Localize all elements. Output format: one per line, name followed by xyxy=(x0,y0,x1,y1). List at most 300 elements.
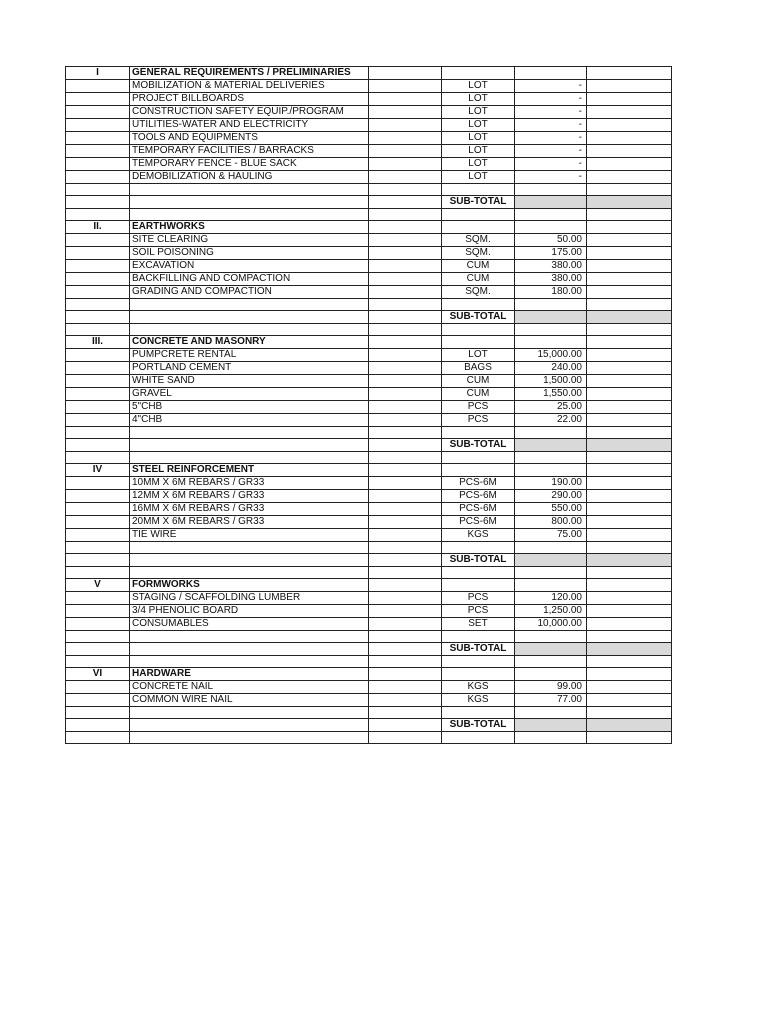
empty-cell[interactable] xyxy=(369,414,442,427)
empty-cell[interactable] xyxy=(442,427,515,439)
empty-cell[interactable] xyxy=(130,452,369,464)
subtotal-amount-cell[interactable] xyxy=(587,554,672,567)
empty-cell[interactable] xyxy=(442,579,515,592)
section-title[interactable]: HARDWARE xyxy=(130,668,369,681)
empty-cell[interactable] xyxy=(442,542,515,554)
empty-cell[interactable] xyxy=(130,427,369,439)
item-description[interactable]: CONSTRUCTION SAFETY EQUIP./PROGRAM xyxy=(130,106,369,119)
subtotal-label[interactable]: SUB-TOTAL xyxy=(442,439,515,452)
empty-cell[interactable] xyxy=(587,260,672,273)
empty-cell[interactable] xyxy=(587,464,672,477)
section-number[interactable]: IV xyxy=(66,464,130,477)
item-description[interactable]: TEMPORARY FACILITIES / BARRACKS xyxy=(130,145,369,158)
item-unit[interactable]: LOT xyxy=(442,171,515,184)
empty-cell[interactable] xyxy=(130,567,369,579)
empty-cell[interactable] xyxy=(66,209,130,221)
subtotal-amount-cell[interactable] xyxy=(587,643,672,656)
empty-cell[interactable] xyxy=(515,656,587,668)
item-description[interactable]: GRAVEL xyxy=(130,388,369,401)
item-unit-price[interactable]: - xyxy=(515,158,587,171)
subtotal-value-cell[interactable] xyxy=(515,196,587,209)
item-unit[interactable]: KGS xyxy=(442,694,515,707)
item-description[interactable]: TIE WIRE xyxy=(130,529,369,542)
empty-cell[interactable] xyxy=(515,184,587,196)
section-number[interactable]: V xyxy=(66,579,130,592)
empty-cell[interactable] xyxy=(587,145,672,158)
empty-cell[interactable] xyxy=(442,67,515,80)
item-unit[interactable]: SQM. xyxy=(442,286,515,299)
item-description[interactable]: WHITE SAND xyxy=(130,375,369,388)
empty-cell[interactable] xyxy=(66,145,130,158)
empty-cell[interactable] xyxy=(369,427,442,439)
empty-cell[interactable] xyxy=(587,668,672,681)
empty-cell[interactable] xyxy=(442,336,515,349)
section-title[interactable]: EARTHWORKS xyxy=(130,221,369,234)
empty-cell[interactable] xyxy=(587,579,672,592)
empty-cell[interactable] xyxy=(66,286,130,299)
empty-cell[interactable] xyxy=(369,273,442,286)
empty-cell[interactable] xyxy=(587,299,672,311)
subtotal-amount-cell[interactable] xyxy=(587,439,672,452)
empty-cell[interactable] xyxy=(66,477,130,490)
empty-cell[interactable] xyxy=(369,221,442,234)
empty-cell[interactable] xyxy=(130,643,369,656)
empty-cell[interactable] xyxy=(130,324,369,336)
empty-cell[interactable] xyxy=(587,221,672,234)
empty-cell[interactable] xyxy=(587,247,672,260)
empty-cell[interactable] xyxy=(369,554,442,567)
empty-cell[interactable] xyxy=(369,67,442,80)
item-description[interactable]: SOIL POISONING xyxy=(130,247,369,260)
empty-cell[interactable] xyxy=(515,579,587,592)
empty-cell[interactable] xyxy=(369,732,442,744)
item-unit-price[interactable]: - xyxy=(515,145,587,158)
empty-cell[interactable] xyxy=(369,299,442,311)
empty-cell[interactable] xyxy=(369,656,442,668)
empty-cell[interactable] xyxy=(369,184,442,196)
empty-cell[interactable] xyxy=(130,196,369,209)
item-unit[interactable]: PCS xyxy=(442,414,515,427)
empty-cell[interactable] xyxy=(587,209,672,221)
empty-cell[interactable] xyxy=(587,452,672,464)
empty-cell[interactable] xyxy=(130,311,369,324)
empty-cell[interactable] xyxy=(587,132,672,145)
empty-cell[interactable] xyxy=(369,618,442,631)
empty-cell[interactable] xyxy=(587,324,672,336)
empty-cell[interactable] xyxy=(587,681,672,694)
empty-cell[interactable] xyxy=(587,656,672,668)
item-unit-price[interactable]: 99.00 xyxy=(515,681,587,694)
empty-cell[interactable] xyxy=(369,503,442,516)
empty-cell[interactable] xyxy=(515,299,587,311)
empty-cell[interactable] xyxy=(587,93,672,106)
empty-cell[interactable] xyxy=(130,656,369,668)
item-unit-price[interactable]: 1,250.00 xyxy=(515,605,587,618)
item-description[interactable]: CONCRETE NAIL xyxy=(130,681,369,694)
empty-cell[interactable] xyxy=(369,209,442,221)
section-number[interactable]: II. xyxy=(66,221,130,234)
item-unit-price[interactable]: 190.00 xyxy=(515,477,587,490)
empty-cell[interactable] xyxy=(515,324,587,336)
empty-cell[interactable] xyxy=(369,464,442,477)
item-unit-price[interactable]: 380.00 xyxy=(515,260,587,273)
empty-cell[interactable] xyxy=(66,452,130,464)
empty-cell[interactable] xyxy=(515,427,587,439)
empty-cell[interactable] xyxy=(515,707,587,719)
empty-cell[interactable] xyxy=(587,542,672,554)
empty-cell[interactable] xyxy=(369,93,442,106)
empty-cell[interactable] xyxy=(66,631,130,643)
item-unit-price[interactable]: 175.00 xyxy=(515,247,587,260)
empty-cell[interactable] xyxy=(130,719,369,732)
empty-cell[interactable] xyxy=(369,694,442,707)
empty-cell[interactable] xyxy=(369,158,442,171)
empty-cell[interactable] xyxy=(66,694,130,707)
empty-cell[interactable] xyxy=(442,668,515,681)
empty-cell[interactable] xyxy=(66,707,130,719)
item-unit-price[interactable]: 240.00 xyxy=(515,362,587,375)
empty-cell[interactable] xyxy=(369,196,442,209)
item-unit[interactable]: PCS xyxy=(442,592,515,605)
empty-cell[interactable] xyxy=(130,542,369,554)
item-description[interactable]: 20MM X 6M REBARS / GR33 xyxy=(130,516,369,529)
item-unit[interactable]: LOT xyxy=(442,132,515,145)
item-description[interactable]: CONSUMABLES xyxy=(130,618,369,631)
empty-cell[interactable] xyxy=(442,324,515,336)
empty-cell[interactable] xyxy=(66,132,130,145)
item-unit-price[interactable]: 10,000.00 xyxy=(515,618,587,631)
item-unit-price[interactable]: 1,500.00 xyxy=(515,375,587,388)
empty-cell[interactable] xyxy=(130,439,369,452)
empty-cell[interactable] xyxy=(66,299,130,311)
item-unit[interactable]: KGS xyxy=(442,529,515,542)
empty-cell[interactable] xyxy=(587,503,672,516)
empty-cell[interactable] xyxy=(515,209,587,221)
empty-cell[interactable] xyxy=(369,119,442,132)
empty-cell[interactable] xyxy=(587,707,672,719)
item-unit[interactable]: LOT xyxy=(442,80,515,93)
empty-cell[interactable] xyxy=(515,67,587,80)
item-description[interactable]: STAGING / SCAFFOLDING LUMBER xyxy=(130,592,369,605)
empty-cell[interactable] xyxy=(442,209,515,221)
item-unit-price[interactable]: - xyxy=(515,132,587,145)
empty-cell[interactable] xyxy=(66,80,130,93)
empty-cell[interactable] xyxy=(587,362,672,375)
item-unit-price[interactable]: 25.00 xyxy=(515,401,587,414)
item-description[interactable]: 16MM X 6M REBARS / GR33 xyxy=(130,503,369,516)
item-unit[interactable]: PCS xyxy=(442,401,515,414)
section-number[interactable]: VI xyxy=(66,668,130,681)
subtotal-label[interactable]: SUB-TOTAL xyxy=(442,643,515,656)
empty-cell[interactable] xyxy=(369,132,442,145)
item-description[interactable]: GRADING AND COMPACTION xyxy=(130,286,369,299)
empty-cell[interactable] xyxy=(587,516,672,529)
empty-cell[interactable] xyxy=(369,106,442,119)
item-unit-price[interactable]: - xyxy=(515,119,587,132)
empty-cell[interactable] xyxy=(369,516,442,529)
empty-cell[interactable] xyxy=(66,592,130,605)
empty-cell[interactable] xyxy=(66,375,130,388)
empty-cell[interactable] xyxy=(369,567,442,579)
empty-cell[interactable] xyxy=(66,414,130,427)
empty-cell[interactable] xyxy=(66,362,130,375)
subtotal-amount-cell[interactable] xyxy=(587,719,672,732)
empty-cell[interactable] xyxy=(66,349,130,362)
empty-cell[interactable] xyxy=(66,247,130,260)
item-description[interactable]: BACKFILLING AND COMPACTION xyxy=(130,273,369,286)
item-unit[interactable]: CUM xyxy=(442,388,515,401)
empty-cell[interactable] xyxy=(66,605,130,618)
empty-cell[interactable] xyxy=(587,592,672,605)
empty-cell[interactable] xyxy=(369,260,442,273)
empty-cell[interactable] xyxy=(587,67,672,80)
empty-cell[interactable] xyxy=(587,401,672,414)
empty-cell[interactable] xyxy=(369,336,442,349)
subtotal-label[interactable]: SUB-TOTAL xyxy=(442,196,515,209)
item-description[interactable]: EXCAVATION xyxy=(130,260,369,273)
empty-cell[interactable] xyxy=(369,362,442,375)
empty-cell[interactable] xyxy=(515,631,587,643)
empty-cell[interactable] xyxy=(442,656,515,668)
empty-cell[interactable] xyxy=(130,554,369,567)
item-unit-price[interactable]: - xyxy=(515,80,587,93)
item-unit-price[interactable]: 180.00 xyxy=(515,286,587,299)
empty-cell[interactable] xyxy=(66,106,130,119)
empty-cell[interactable] xyxy=(66,401,130,414)
item-unit-price[interactable]: 75.00 xyxy=(515,529,587,542)
subtotal-value-cell[interactable] xyxy=(515,439,587,452)
empty-cell[interactable] xyxy=(369,234,442,247)
item-description[interactable]: PUMPCRETE RENTAL xyxy=(130,349,369,362)
item-unit[interactable]: SQM. xyxy=(442,234,515,247)
empty-cell[interactable] xyxy=(66,119,130,132)
section-number[interactable]: III. xyxy=(66,336,130,349)
empty-cell[interactable] xyxy=(369,401,442,414)
item-unit-price[interactable]: 15,000.00 xyxy=(515,349,587,362)
empty-cell[interactable] xyxy=(66,656,130,668)
empty-cell[interactable] xyxy=(515,567,587,579)
item-description[interactable]: 12MM X 6M REBARS / GR33 xyxy=(130,490,369,503)
item-description[interactable]: 10MM X 6M REBARS / GR33 xyxy=(130,477,369,490)
empty-cell[interactable] xyxy=(369,605,442,618)
empty-cell[interactable] xyxy=(587,605,672,618)
empty-cell[interactable] xyxy=(66,388,130,401)
empty-cell[interactable] xyxy=(587,388,672,401)
empty-cell[interactable] xyxy=(369,643,442,656)
empty-cell[interactable] xyxy=(66,427,130,439)
empty-cell[interactable] xyxy=(130,184,369,196)
empty-cell[interactable] xyxy=(369,439,442,452)
empty-cell[interactable] xyxy=(587,618,672,631)
empty-cell[interactable] xyxy=(369,286,442,299)
empty-cell[interactable] xyxy=(587,694,672,707)
empty-cell[interactable] xyxy=(66,439,130,452)
empty-cell[interactable] xyxy=(66,542,130,554)
empty-cell[interactable] xyxy=(587,106,672,119)
empty-cell[interactable] xyxy=(369,542,442,554)
empty-cell[interactable] xyxy=(587,234,672,247)
empty-cell[interactable] xyxy=(515,336,587,349)
empty-cell[interactable] xyxy=(442,184,515,196)
empty-cell[interactable] xyxy=(66,618,130,631)
empty-cell[interactable] xyxy=(66,732,130,744)
empty-cell[interactable] xyxy=(587,732,672,744)
empty-cell[interactable] xyxy=(369,247,442,260)
empty-cell[interactable] xyxy=(442,567,515,579)
empty-cell[interactable] xyxy=(442,707,515,719)
empty-cell[interactable] xyxy=(66,490,130,503)
empty-cell[interactable] xyxy=(66,171,130,184)
empty-cell[interactable] xyxy=(66,184,130,196)
empty-cell[interactable] xyxy=(515,452,587,464)
item-description[interactable]: DEMOBILIZATION & HAULING xyxy=(130,171,369,184)
empty-cell[interactable] xyxy=(587,158,672,171)
empty-cell[interactable] xyxy=(369,592,442,605)
item-unit[interactable]: LOT xyxy=(442,119,515,132)
empty-cell[interactable] xyxy=(515,464,587,477)
item-unit[interactable]: SQM. xyxy=(442,247,515,260)
item-description[interactable]: TEMPORARY FENCE - BLUE SACK xyxy=(130,158,369,171)
item-unit-price[interactable]: - xyxy=(515,106,587,119)
empty-cell[interactable] xyxy=(587,414,672,427)
item-description[interactable]: PROJECT BILLBOARDS xyxy=(130,93,369,106)
item-description[interactable]: SITE CLEARING xyxy=(130,234,369,247)
item-unit[interactable]: LOT xyxy=(442,145,515,158)
subtotal-label[interactable]: SUB-TOTAL xyxy=(442,311,515,324)
subtotal-value-cell[interactable] xyxy=(515,311,587,324)
empty-cell[interactable] xyxy=(66,324,130,336)
item-description[interactable]: PORTLAND CEMENT xyxy=(130,362,369,375)
empty-cell[interactable] xyxy=(442,732,515,744)
item-unit[interactable]: PCS xyxy=(442,605,515,618)
empty-cell[interactable] xyxy=(369,171,442,184)
item-unit-price[interactable]: 800.00 xyxy=(515,516,587,529)
subtotal-value-cell[interactable] xyxy=(515,554,587,567)
empty-cell[interactable] xyxy=(66,196,130,209)
empty-cell[interactable] xyxy=(130,732,369,744)
empty-cell[interactable] xyxy=(66,311,130,324)
section-title[interactable]: GENERAL REQUIREMENTS / PRELIMINARIES xyxy=(130,67,369,80)
empty-cell[interactable] xyxy=(66,643,130,656)
empty-cell[interactable] xyxy=(587,336,672,349)
empty-cell[interactable] xyxy=(587,119,672,132)
empty-cell[interactable] xyxy=(66,503,130,516)
item-unit-price[interactable]: 290.00 xyxy=(515,490,587,503)
empty-cell[interactable] xyxy=(587,529,672,542)
item-unit[interactable]: BAGS xyxy=(442,362,515,375)
empty-cell[interactable] xyxy=(369,707,442,719)
item-description[interactable]: TOOLS AND EQUIPMENTS xyxy=(130,132,369,145)
empty-cell[interactable] xyxy=(369,490,442,503)
item-unit[interactable]: LOT xyxy=(442,106,515,119)
item-unit-price[interactable]: 22.00 xyxy=(515,414,587,427)
empty-cell[interactable] xyxy=(587,631,672,643)
empty-cell[interactable] xyxy=(66,567,130,579)
item-description[interactable]: 3/4 PHENOLIC BOARD xyxy=(130,605,369,618)
item-description[interactable]: COMMON WIRE NAIL xyxy=(130,694,369,707)
empty-cell[interactable] xyxy=(369,375,442,388)
item-unit[interactable]: KGS xyxy=(442,681,515,694)
item-unit-price[interactable]: - xyxy=(515,171,587,184)
empty-cell[interactable] xyxy=(66,93,130,106)
item-unit[interactable]: LOT xyxy=(442,349,515,362)
subtotal-value-cell[interactable] xyxy=(515,719,587,732)
item-description[interactable]: UTILITIES-WATER AND ELECTRICITY xyxy=(130,119,369,132)
item-description[interactable]: MOBILIZATION & MATERIAL DELIVERIES xyxy=(130,80,369,93)
item-unit-price[interactable]: 50.00 xyxy=(515,234,587,247)
item-unit[interactable]: PCS-6M xyxy=(442,490,515,503)
empty-cell[interactable] xyxy=(369,529,442,542)
section-number[interactable]: I xyxy=(66,67,130,80)
empty-cell[interactable] xyxy=(587,349,672,362)
empty-cell[interactable] xyxy=(66,719,130,732)
item-unit-price[interactable]: 550.00 xyxy=(515,503,587,516)
subtotal-amount-cell[interactable] xyxy=(587,196,672,209)
empty-cell[interactable] xyxy=(442,631,515,643)
empty-cell[interactable] xyxy=(587,477,672,490)
empty-cell[interactable] xyxy=(587,567,672,579)
empty-cell[interactable] xyxy=(587,273,672,286)
empty-cell[interactable] xyxy=(66,273,130,286)
item-unit[interactable]: SET xyxy=(442,618,515,631)
empty-cell[interactable] xyxy=(515,668,587,681)
empty-cell[interactable] xyxy=(66,516,130,529)
empty-cell[interactable] xyxy=(130,299,369,311)
empty-cell[interactable] xyxy=(369,388,442,401)
item-unit-price[interactable]: 1,550.00 xyxy=(515,388,587,401)
empty-cell[interactable] xyxy=(66,234,130,247)
empty-cell[interactable] xyxy=(66,681,130,694)
item-unit-price[interactable]: - xyxy=(515,93,587,106)
item-unit-price[interactable]: 77.00 xyxy=(515,694,587,707)
empty-cell[interactable] xyxy=(587,171,672,184)
empty-cell[interactable] xyxy=(66,158,130,171)
empty-cell[interactable] xyxy=(587,490,672,503)
item-description[interactable]: 5"CHB xyxy=(130,401,369,414)
section-title[interactable]: FORMWORKS xyxy=(130,579,369,592)
empty-cell[interactable] xyxy=(130,209,369,221)
item-unit[interactable]: LOT xyxy=(442,93,515,106)
empty-cell[interactable] xyxy=(587,184,672,196)
empty-cell[interactable] xyxy=(369,579,442,592)
empty-cell[interactable] xyxy=(442,452,515,464)
empty-cell[interactable] xyxy=(369,324,442,336)
item-unit[interactable]: CUM xyxy=(442,375,515,388)
empty-cell[interactable] xyxy=(66,260,130,273)
empty-cell[interactable] xyxy=(369,719,442,732)
empty-cell[interactable] xyxy=(515,732,587,744)
item-unit-price[interactable]: 120.00 xyxy=(515,592,587,605)
empty-cell[interactable] xyxy=(66,529,130,542)
item-unit-price[interactable]: 380.00 xyxy=(515,273,587,286)
empty-cell[interactable] xyxy=(369,668,442,681)
empty-cell[interactable] xyxy=(515,221,587,234)
item-unit[interactable]: PCS-6M xyxy=(442,503,515,516)
subtotal-amount-cell[interactable] xyxy=(587,311,672,324)
subtotal-value-cell[interactable] xyxy=(515,643,587,656)
empty-cell[interactable] xyxy=(369,145,442,158)
empty-cell[interactable] xyxy=(515,542,587,554)
empty-cell[interactable] xyxy=(369,311,442,324)
empty-cell[interactable] xyxy=(369,477,442,490)
subtotal-label[interactable]: SUB-TOTAL xyxy=(442,554,515,567)
item-unit[interactable]: PCS-6M xyxy=(442,516,515,529)
empty-cell[interactable] xyxy=(369,80,442,93)
empty-cell[interactable] xyxy=(369,631,442,643)
empty-cell[interactable] xyxy=(587,286,672,299)
empty-cell[interactable] xyxy=(442,221,515,234)
item-unit[interactable]: CUM xyxy=(442,260,515,273)
